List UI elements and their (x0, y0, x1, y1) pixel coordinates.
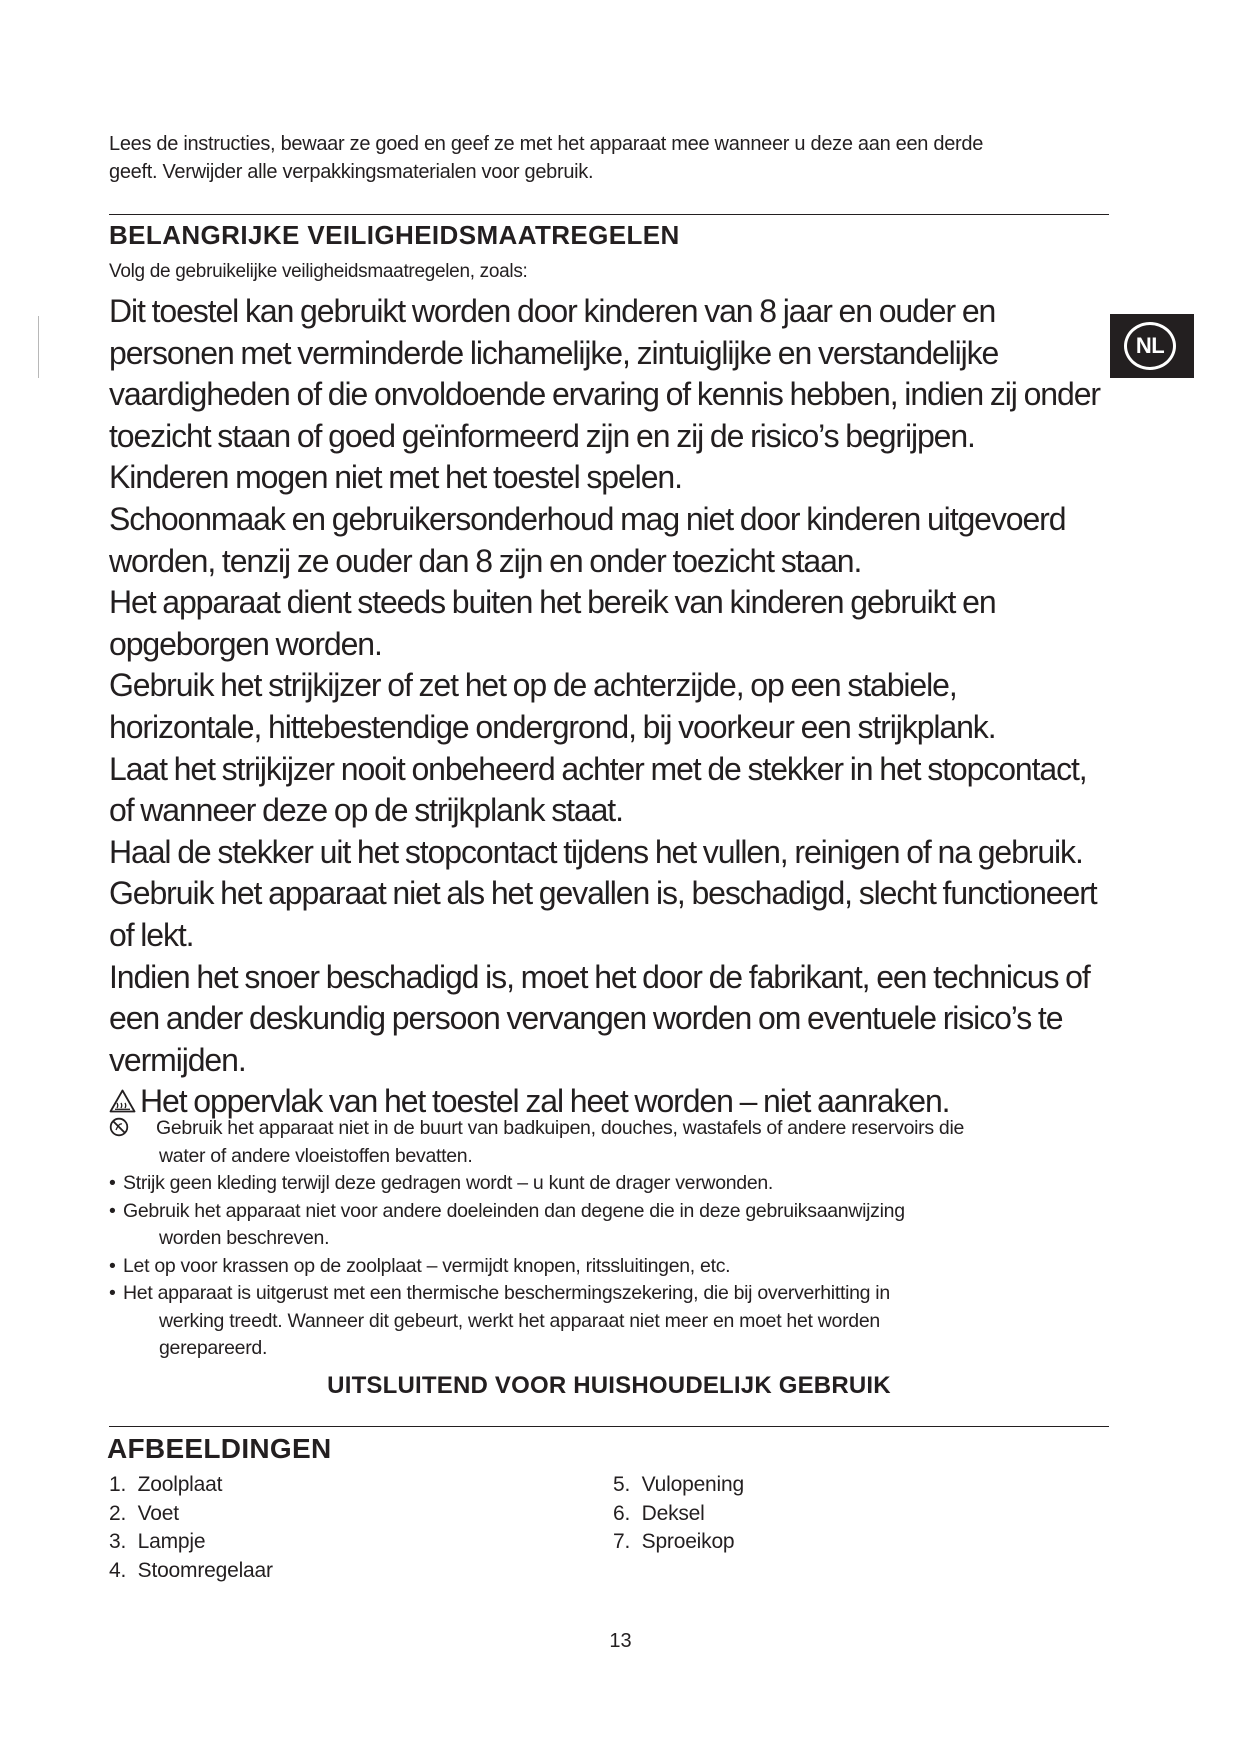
safety-paragraph (109, 499, 1139, 582)
list-item (109, 1198, 1109, 1253)
bullet-icon: • (109, 1282, 116, 1304)
list-item (109, 1528, 273, 1557)
text-line: Indien het snoer beschadigd is, moet het door de fabrikant, een technicus of (109, 958, 1090, 995)
item-label: Vulopening (641, 1473, 744, 1496)
section-divider (109, 214, 1109, 215)
list-item (109, 1557, 273, 1586)
list-line: gerepareerd. (159, 1337, 268, 1359)
safety-paragraph (109, 957, 1139, 1082)
safety-paragraph (109, 665, 1139, 748)
item-number: 6. (613, 1501, 631, 1525)
list-item (109, 1471, 273, 1500)
list-item (613, 1500, 744, 1529)
intro-line: geeft. Verwijder alle verpakkingsmaterialen voor gebruik. (109, 161, 594, 183)
safety-paragraph (109, 582, 1139, 665)
figures-list-left (109, 1471, 273, 1585)
item-number: 1. (109, 1473, 127, 1496)
list-line: worden beschreven. (159, 1227, 330, 1249)
text-line: opgeborgen worden. (109, 625, 382, 662)
safety-paragraph (109, 832, 1139, 874)
text-line: vaardigheden of die onvoldoende ervaring of kennis hebben, indien zij onder (109, 376, 1100, 413)
text-line: of wanneer deze op de strijkplank staat. (109, 792, 623, 829)
hot-surface-warning-icon (109, 1089, 136, 1113)
page-number: 13 (609, 1630, 632, 1652)
text-line: Gebruik het apparaat niet als het gevallen is, beschadigd, slecht functioneert (109, 875, 1097, 912)
list-item (109, 1500, 273, 1529)
item-label: Zoolplaat (137, 1473, 223, 1496)
bullet-icon: • (109, 1172, 116, 1194)
text-line: Haal de stekker uit het stopcontact tijdens het vullen, reinigen of na gebruik. (109, 833, 1083, 870)
text-line: een ander deskundig persoon vervangen worden om eventuele risico’s te (109, 1000, 1063, 1037)
list-line: werking treedt. Wanneer dit gebeurt, werkt het apparaat niet meer en moet het worden (159, 1309, 880, 1332)
item-number: 4. (109, 1558, 127, 1582)
item-label: Deksel (641, 1501, 705, 1525)
list-line: Het apparaat is uitgerust met een thermische beschermingszekering, die bij oververhitting in (123, 1282, 890, 1304)
text-line: horizontale, hittebestendige ondergrond, bij voorkeur een strijkplank. (109, 708, 996, 745)
safety-instructions (109, 291, 1139, 1123)
item-label: Lampje (137, 1530, 206, 1553)
list-item (109, 1253, 1109, 1281)
text-line: of lekt. (109, 916, 194, 953)
list-item (613, 1528, 744, 1557)
safety-subheading: Volg de gebruikelijke veiligheidsmaatregelen, zoals: (109, 261, 528, 282)
text-line: toezicht staan of goed geïnformeerd zijn en zij de risico’s begrijpen. (109, 417, 975, 454)
item-number: 3. (109, 1530, 127, 1553)
page-edge-mark (38, 316, 39, 378)
figures-list-right (613, 1471, 744, 1557)
text-line: worden, tenzij ze ouder dan 8 zijn en onder toezicht staan. (109, 542, 862, 579)
language-badge: NL (1124, 322, 1176, 370)
text-line: Het apparaat dient steeds buiten het bereik van kinderen gebruikt en (109, 584, 996, 621)
text-line: Gebruik het strijkijzer of zet het op de achterzijde, op een stabiele, (109, 667, 957, 704)
safety-paragraph (109, 291, 1139, 457)
list-line: Strijk geen kleding terwijl deze gedragen wordt – u kunt de drager verwonden. (123, 1172, 774, 1194)
list-line: Gebruik het apparaat niet in de buurt van badkuipen, douches, wastafels of andere reservoirs die (156, 1117, 965, 1139)
bullet-icon: • (109, 1254, 116, 1277)
item-label: Voet (137, 1501, 179, 1525)
safety-paragraph (109, 457, 1139, 499)
text-line: Dit toestel kan gebruikt worden door kinderen van 8 jaar en ouder en (109, 293, 996, 329)
safety-paragraph (109, 873, 1139, 956)
bullet-icon: • (109, 1199, 116, 1222)
section-divider (109, 1426, 1109, 1427)
list-line: water of andere vloeistoffen bevatten. (159, 1144, 473, 1167)
intro-line: Lees de instructies, bewaar ze goed en geef ze met het apparaat mee wanneer u deze aan een derde (109, 133, 984, 155)
item-number: 7. (613, 1530, 631, 1553)
intro-text (109, 130, 1109, 186)
item-label: Stoomregelaar (137, 1558, 273, 1582)
list-item (109, 1280, 1109, 1363)
list-line: Let op voor krassen op de zoolplaat – vermijdt knopen, ritssluitingen, etc. (123, 1254, 731, 1277)
hot-surface-warning-text: Het oppervlak van het toestel zal heet worden – niet aanraken. (140, 1083, 950, 1120)
safety-paragraph (109, 749, 1139, 832)
text-line: Laat het strijkijzer nooit onbeheerd achter met de stekker in het stopcontact, (109, 750, 1087, 787)
list-line: Gebruik het apparaat niet voor andere doeleinden dan degene die in deze gebruiksaanwijzing (123, 1199, 905, 1222)
safety-heading: BELANGRIJKE VEILIGHEIDSMAATREGELEN (109, 220, 680, 250)
household-only-notice: UITSLUITEND VOOR HUISHOUDELIJK GEBRUIK (327, 1372, 891, 1399)
no-water-icon (109, 1117, 129, 1137)
safety-notes (109, 1115, 1109, 1363)
item-number: 2. (109, 1501, 127, 1525)
water-warning (109, 1115, 1109, 1170)
language-tab (1110, 314, 1194, 378)
figures-heading: AFBEELDINGEN (107, 1433, 332, 1464)
text-line: vermijden. (109, 1041, 246, 1078)
list-item (613, 1471, 744, 1500)
text-line: Schoonmaak en gebruikersonderhoud mag niet door kinderen uitgevoerd (109, 500, 1066, 537)
text-line: Kinderen mogen niet met het toestel spelen. (109, 459, 682, 496)
list-item (109, 1170, 1109, 1198)
text-line: personen met verminderde lichamelijke, zintuiglijke en verstandelijke (109, 334, 999, 371)
item-label: Sproeikop (641, 1530, 735, 1553)
item-number: 5. (613, 1473, 631, 1496)
